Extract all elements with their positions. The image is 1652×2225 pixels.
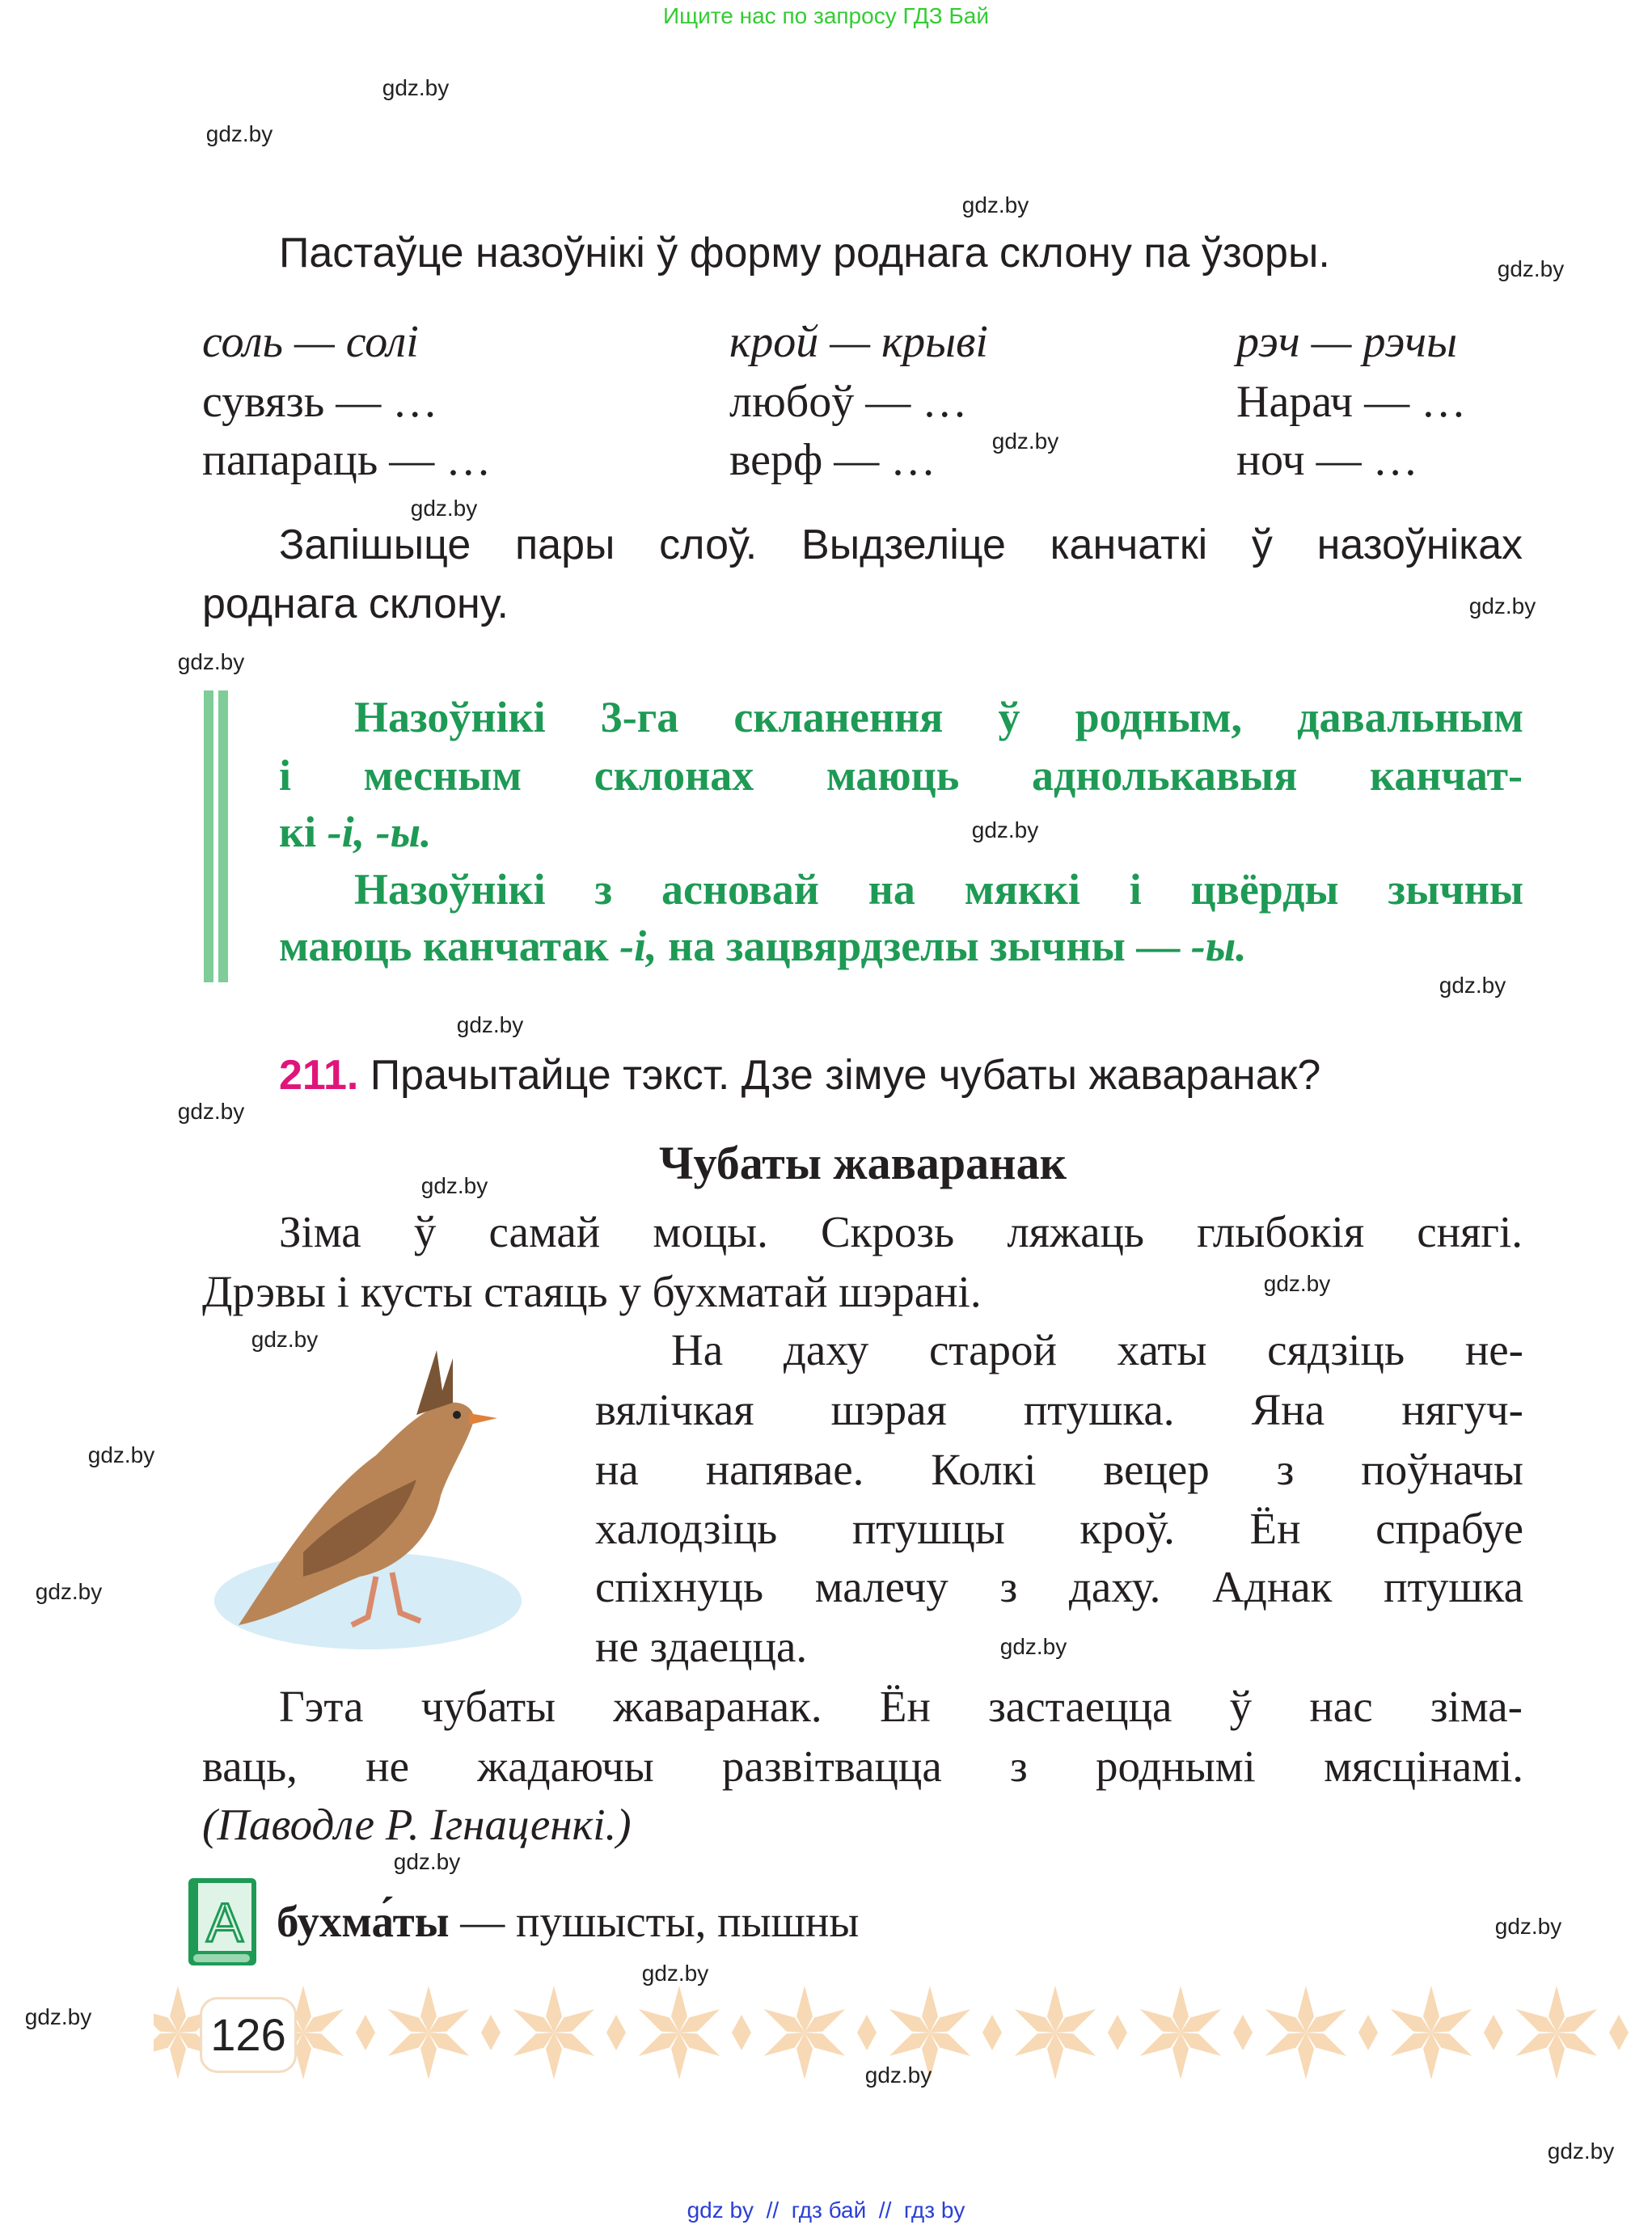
vocab-definition: — пушысты, пышны — [449, 1897, 860, 1946]
table-cell: сувязь — … — [202, 377, 438, 427]
text-line: Зіма ў самай моцы. Скрозь ляжаць глыбокія снягі. — [279, 1207, 1523, 1256]
page-number: 126 — [200, 1997, 297, 2073]
table-cell: крой — крыві — [729, 317, 988, 367]
rule-bar — [218, 690, 228, 982]
diamond-ornament — [1484, 2015, 1503, 2050]
diamond-ornament — [857, 2015, 877, 2050]
diamond-ornament — [1233, 2015, 1253, 2050]
watermark[interactable]: gdz.by — [1497, 256, 1565, 281]
watermark[interactable]: gdz.by — [177, 649, 245, 674]
diamond-ornament — [356, 2015, 375, 2050]
rule-text: кі — [279, 808, 327, 856]
snowflake-ornament — [1136, 1986, 1225, 2079]
snowflake-ornament — [384, 1986, 473, 2079]
text-line: вялічкая шэрая птушка. Яна нягуч- — [595, 1385, 1523, 1434]
watermark[interactable]: gdz.by — [1263, 1271, 1331, 1296]
watermark[interactable]: gdz.by — [24, 2004, 92, 2029]
top-banner[interactable]: Ищите нас по запросу ГДЗ Бай — [662, 3, 990, 28]
watermark[interactable]: gdz.by — [961, 192, 1029, 217]
snowflake-ornament — [1011, 1986, 1100, 2079]
watermark[interactable]: gdz.by — [1547, 2138, 1615, 2164]
diamond-ornament — [982, 2015, 1002, 2050]
text-line: ваць, не жадаючы развітвацца з роднымі мясцінамі. — [202, 1742, 1523, 1791]
task-write-line: роднага склону. — [202, 581, 509, 627]
watermark[interactable]: gdz.by — [641, 1961, 709, 1986]
watermark[interactable]: gdz.by — [1468, 593, 1536, 619]
text-line: спіхнуць малечу з даху. Аднак птушка — [595, 1562, 1523, 1611]
watermark[interactable]: gdz.by — [1494, 1914, 1562, 1939]
bird-eye — [453, 1411, 461, 1419]
rule-line — [279, 918, 1247, 975]
text-line: не здаецца. — [595, 1622, 808, 1671]
snowflake-ornament — [509, 1986, 598, 2079]
watermark[interactable]: gdz.by — [971, 817, 1039, 842]
task-write-line: Запішыце пары слоў. Выдзеліце канчаткі ў назоўніках — [279, 521, 1523, 568]
task-instruction: Пастаўце назоўнікі ў форму роднага склону па ўзоры. — [279, 230, 1330, 277]
text-line: На даху старой хаты сядзіць не- — [671, 1325, 1523, 1374]
watermark[interactable]: gdz.by — [87, 1442, 155, 1467]
exercise-instruction: Прачытайце тэкст. Дзе зімуе чубаты жаваранак? — [370, 1052, 1321, 1099]
watermark[interactable]: gdz.by — [393, 1849, 461, 1874]
watermark[interactable]: gdz.by — [205, 121, 273, 146]
text-line: халодзіць птушцы кроў. Ён спрабуе — [595, 1504, 1523, 1553]
diamond-ornament — [1609, 2015, 1629, 2050]
dictionary-book-icon — [185, 1877, 258, 1969]
rule-ending: -ы. — [1190, 922, 1247, 970]
rule-line: і месным склонах маюць аднолькавыя канчат- — [279, 751, 1523, 800]
watermark[interactable]: gdz.by — [251, 1327, 319, 1352]
vocab-word: бухма́ты — [277, 1897, 450, 1946]
table-cell: рэч — рэчы — [1236, 317, 1458, 367]
snowflake-ornament — [760, 1986, 849, 2079]
diamond-ornament — [732, 2015, 751, 2050]
snowflake-ornament — [1387, 1986, 1476, 2079]
watermark[interactable]: gdz.by — [382, 75, 450, 100]
rule-line: Назоўнікі 3-га скланення ў родным, давальным — [354, 693, 1523, 741]
watermark[interactable]: gdz.by — [999, 1634, 1067, 1659]
watermark[interactable]: gdz.by — [456, 1012, 524, 1037]
bottom-links[interactable]: gdz by // гдз бай // гдз by — [687, 2198, 965, 2223]
watermark[interactable]: gdz.by — [1439, 973, 1506, 998]
table-cell: Нарач — … — [1236, 377, 1467, 427]
bird-beak — [469, 1413, 497, 1425]
snowflake-ornament — [1261, 1986, 1350, 2079]
exercise-header — [279, 1046, 1320, 1104]
watermark[interactable]: gdz.by — [177, 1099, 245, 1124]
table-cell: любоў — … — [729, 377, 968, 427]
text-line: на напявае. Колкі вецер з поўначы — [595, 1445, 1523, 1494]
rule-text: маюць канчатак — [279, 922, 620, 970]
watermark[interactable]: gdz.by — [35, 1579, 103, 1604]
exercise-number: 211. — [279, 1052, 359, 1099]
rule-line — [279, 804, 432, 861]
text-line: Дрэвы і кусты стаяць у бухматай шэрані. — [202, 1267, 982, 1316]
diamond-ornament — [1358, 2015, 1378, 2050]
watermark[interactable]: gdz.by — [410, 496, 478, 521]
table-cell: папараць — … — [202, 435, 492, 485]
diamond-ornament — [481, 2015, 501, 2050]
table-cell: ноч — … — [1236, 435, 1418, 485]
rule-ending: -і, -ы. — [327, 808, 432, 856]
table-cell: верф — … — [729, 435, 936, 485]
text-line: Гэта чубаты жаваранак. Ён застаецца ў нас зіма- — [279, 1682, 1523, 1731]
rule-bar — [204, 690, 213, 982]
vocab-entry — [277, 1893, 859, 1951]
table-cell: соль — солі — [202, 317, 419, 367]
snowflake-ornament — [635, 1986, 724, 2079]
text-title: Чубаты жаваранак — [658, 1137, 1067, 1189]
rule-ending: -і, — [619, 922, 657, 970]
diamond-ornament — [1108, 2015, 1127, 2050]
rule-text: на зацвярдзелы зычны — — [657, 922, 1191, 970]
text-source: (Паводле Р. Ігнаценкі.) — [202, 1800, 632, 1849]
rule-line: Назоўнікі з асновай на мяккі і цвёрды зычны — [354, 865, 1523, 914]
watermark[interactable]: gdz.by — [991, 429, 1059, 454]
snowflake-ornament — [1512, 1986, 1601, 2079]
crested-lark-illustration — [206, 1334, 522, 1649]
watermark[interactable]: gdz.by — [420, 1173, 488, 1198]
dictionary-letter: А — [206, 1892, 243, 1953]
watermark[interactable]: gdz.by — [864, 2062, 932, 2088]
diamond-ornament — [606, 2015, 626, 2050]
